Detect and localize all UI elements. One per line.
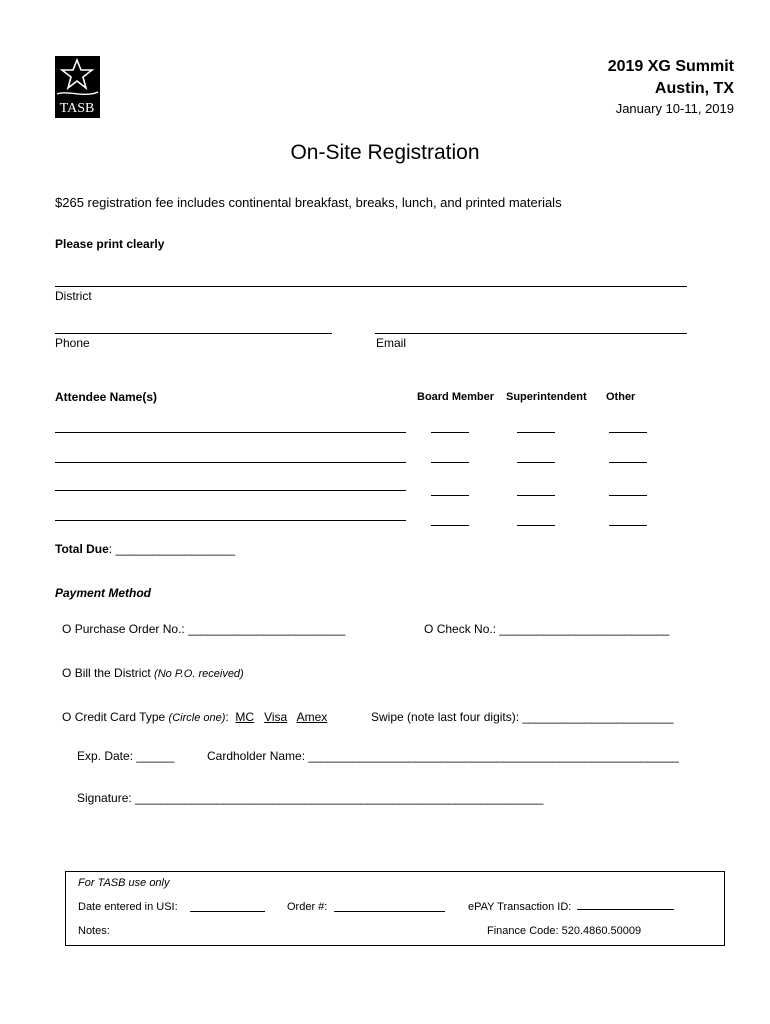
credit-card-option[interactable]: O Credit Card Type (Circle one): MC Visa Amex [62, 710, 328, 724]
bill-district-label: Bill the District [74, 666, 151, 680]
cardholder-row [207, 749, 679, 763]
exp-date-label: Exp. Date: [77, 749, 134, 763]
board-member-line-3[interactable] [431, 495, 469, 496]
fee-note: $265 registration fee includes continental breakfast, breaks, lunch, and printed materials [55, 195, 562, 210]
swipe-field[interactable]: ________________________ [522, 710, 673, 724]
radio-icon[interactable]: O [62, 622, 72, 636]
purchase-order-option[interactable] [62, 622, 345, 636]
purchase-order-field[interactable]: _________________________ [188, 622, 345, 636]
check-label: Check No.: [436, 622, 497, 636]
card-type-mc[interactable]: MC [235, 710, 255, 724]
exp-date-row [77, 749, 174, 763]
superintendent-line-4[interactable] [517, 525, 555, 526]
cardholder-field[interactable]: ___________________________________________________________ [308, 749, 679, 763]
attendee-header: Attendee Name(s) [55, 390, 158, 404]
date-entered-label: Date entered in USI: [78, 901, 178, 913]
tasb-logo [55, 56, 100, 118]
notes-label: Notes: [78, 925, 110, 937]
other-line-1[interactable] [609, 432, 647, 433]
check-field[interactable]: ___________________________ [499, 622, 669, 636]
total-due-field[interactable]: ___________________ [115, 542, 235, 556]
email-line[interactable] [375, 333, 687, 334]
print-note: Please print clearly [55, 237, 165, 251]
swipe-label: Swipe (note last four digits): [371, 710, 520, 724]
payment-method-title: Payment Method [55, 586, 152, 600]
exp-date-field[interactable]: ______ [136, 749, 175, 763]
epay-line[interactable] [577, 909, 674, 910]
cardholder-label: Cardholder Name: [207, 749, 306, 763]
card-type-visa[interactable]: Visa [264, 710, 288, 724]
superintendent-line-1[interactable] [517, 432, 555, 433]
email-label: Email [376, 336, 407, 350]
attendee-name-line-1[interactable] [55, 432, 406, 433]
other-line-2[interactable] [609, 462, 647, 463]
purchase-order-label: Purchase Order No.: [74, 622, 185, 636]
swipe-field-row [371, 710, 673, 724]
signature-label: Signature: [77, 791, 132, 805]
epay-label: ePAY Transaction ID: [468, 901, 572, 913]
other-line-4[interactable] [609, 525, 647, 526]
bill-district-option[interactable] [62, 666, 244, 680]
board-member-line-1[interactable] [431, 432, 469, 433]
total-due: Total Due: ___________________ [55, 542, 235, 556]
bill-district-note: (No P.O. received) [154, 668, 244, 680]
star-icon [55, 56, 100, 118]
superintendent-line-2[interactable] [517, 462, 555, 463]
district-label: District [55, 289, 92, 303]
total-due-label: Total Due [55, 542, 109, 556]
col-other: Other [606, 391, 636, 403]
board-member-line-2[interactable] [431, 462, 469, 463]
event-dates: January 10-11, 2019 [615, 101, 734, 116]
radio-icon[interactable]: O [62, 666, 72, 680]
district-line[interactable] [55, 286, 687, 287]
event-city: Austin, TX [654, 80, 734, 97]
attendee-name-line-4[interactable] [55, 520, 406, 521]
circle-one-note: (Circle one) [168, 712, 226, 724]
event-title: 2019 XG Summit [607, 58, 734, 75]
other-line-3[interactable] [609, 495, 647, 496]
board-member-line-4[interactable] [431, 525, 469, 526]
col-board-member: Board Member [417, 391, 495, 403]
finance-code: Finance Code: 520.4860.50009 [487, 925, 642, 937]
col-superintendent: Superintendent [506, 391, 587, 403]
office-use-title: For TASB use only [78, 877, 170, 889]
logo-text: TASB [59, 101, 95, 116]
superintendent-line-3[interactable] [517, 495, 555, 496]
card-type-amex[interactable]: Amex [296, 710, 328, 724]
signature-row [77, 791, 543, 805]
radio-icon[interactable]: O [424, 622, 434, 636]
attendee-name-line-3[interactable] [55, 490, 406, 491]
credit-card-label: Credit Card Type [74, 710, 166, 724]
radio-icon[interactable]: O [62, 710, 72, 724]
page-title: On-Site Registration [290, 141, 480, 164]
order-number-label: Order #: [287, 901, 328, 913]
signature-field[interactable]: _________________________________________________________________ [135, 791, 543, 805]
check-option[interactable] [424, 622, 669, 636]
date-entered-line[interactable] [190, 911, 265, 912]
phone-label: Phone [55, 336, 90, 350]
phone-line[interactable] [55, 333, 332, 334]
order-number-line[interactable] [334, 911, 445, 912]
attendee-name-line-2[interactable] [55, 462, 406, 463]
